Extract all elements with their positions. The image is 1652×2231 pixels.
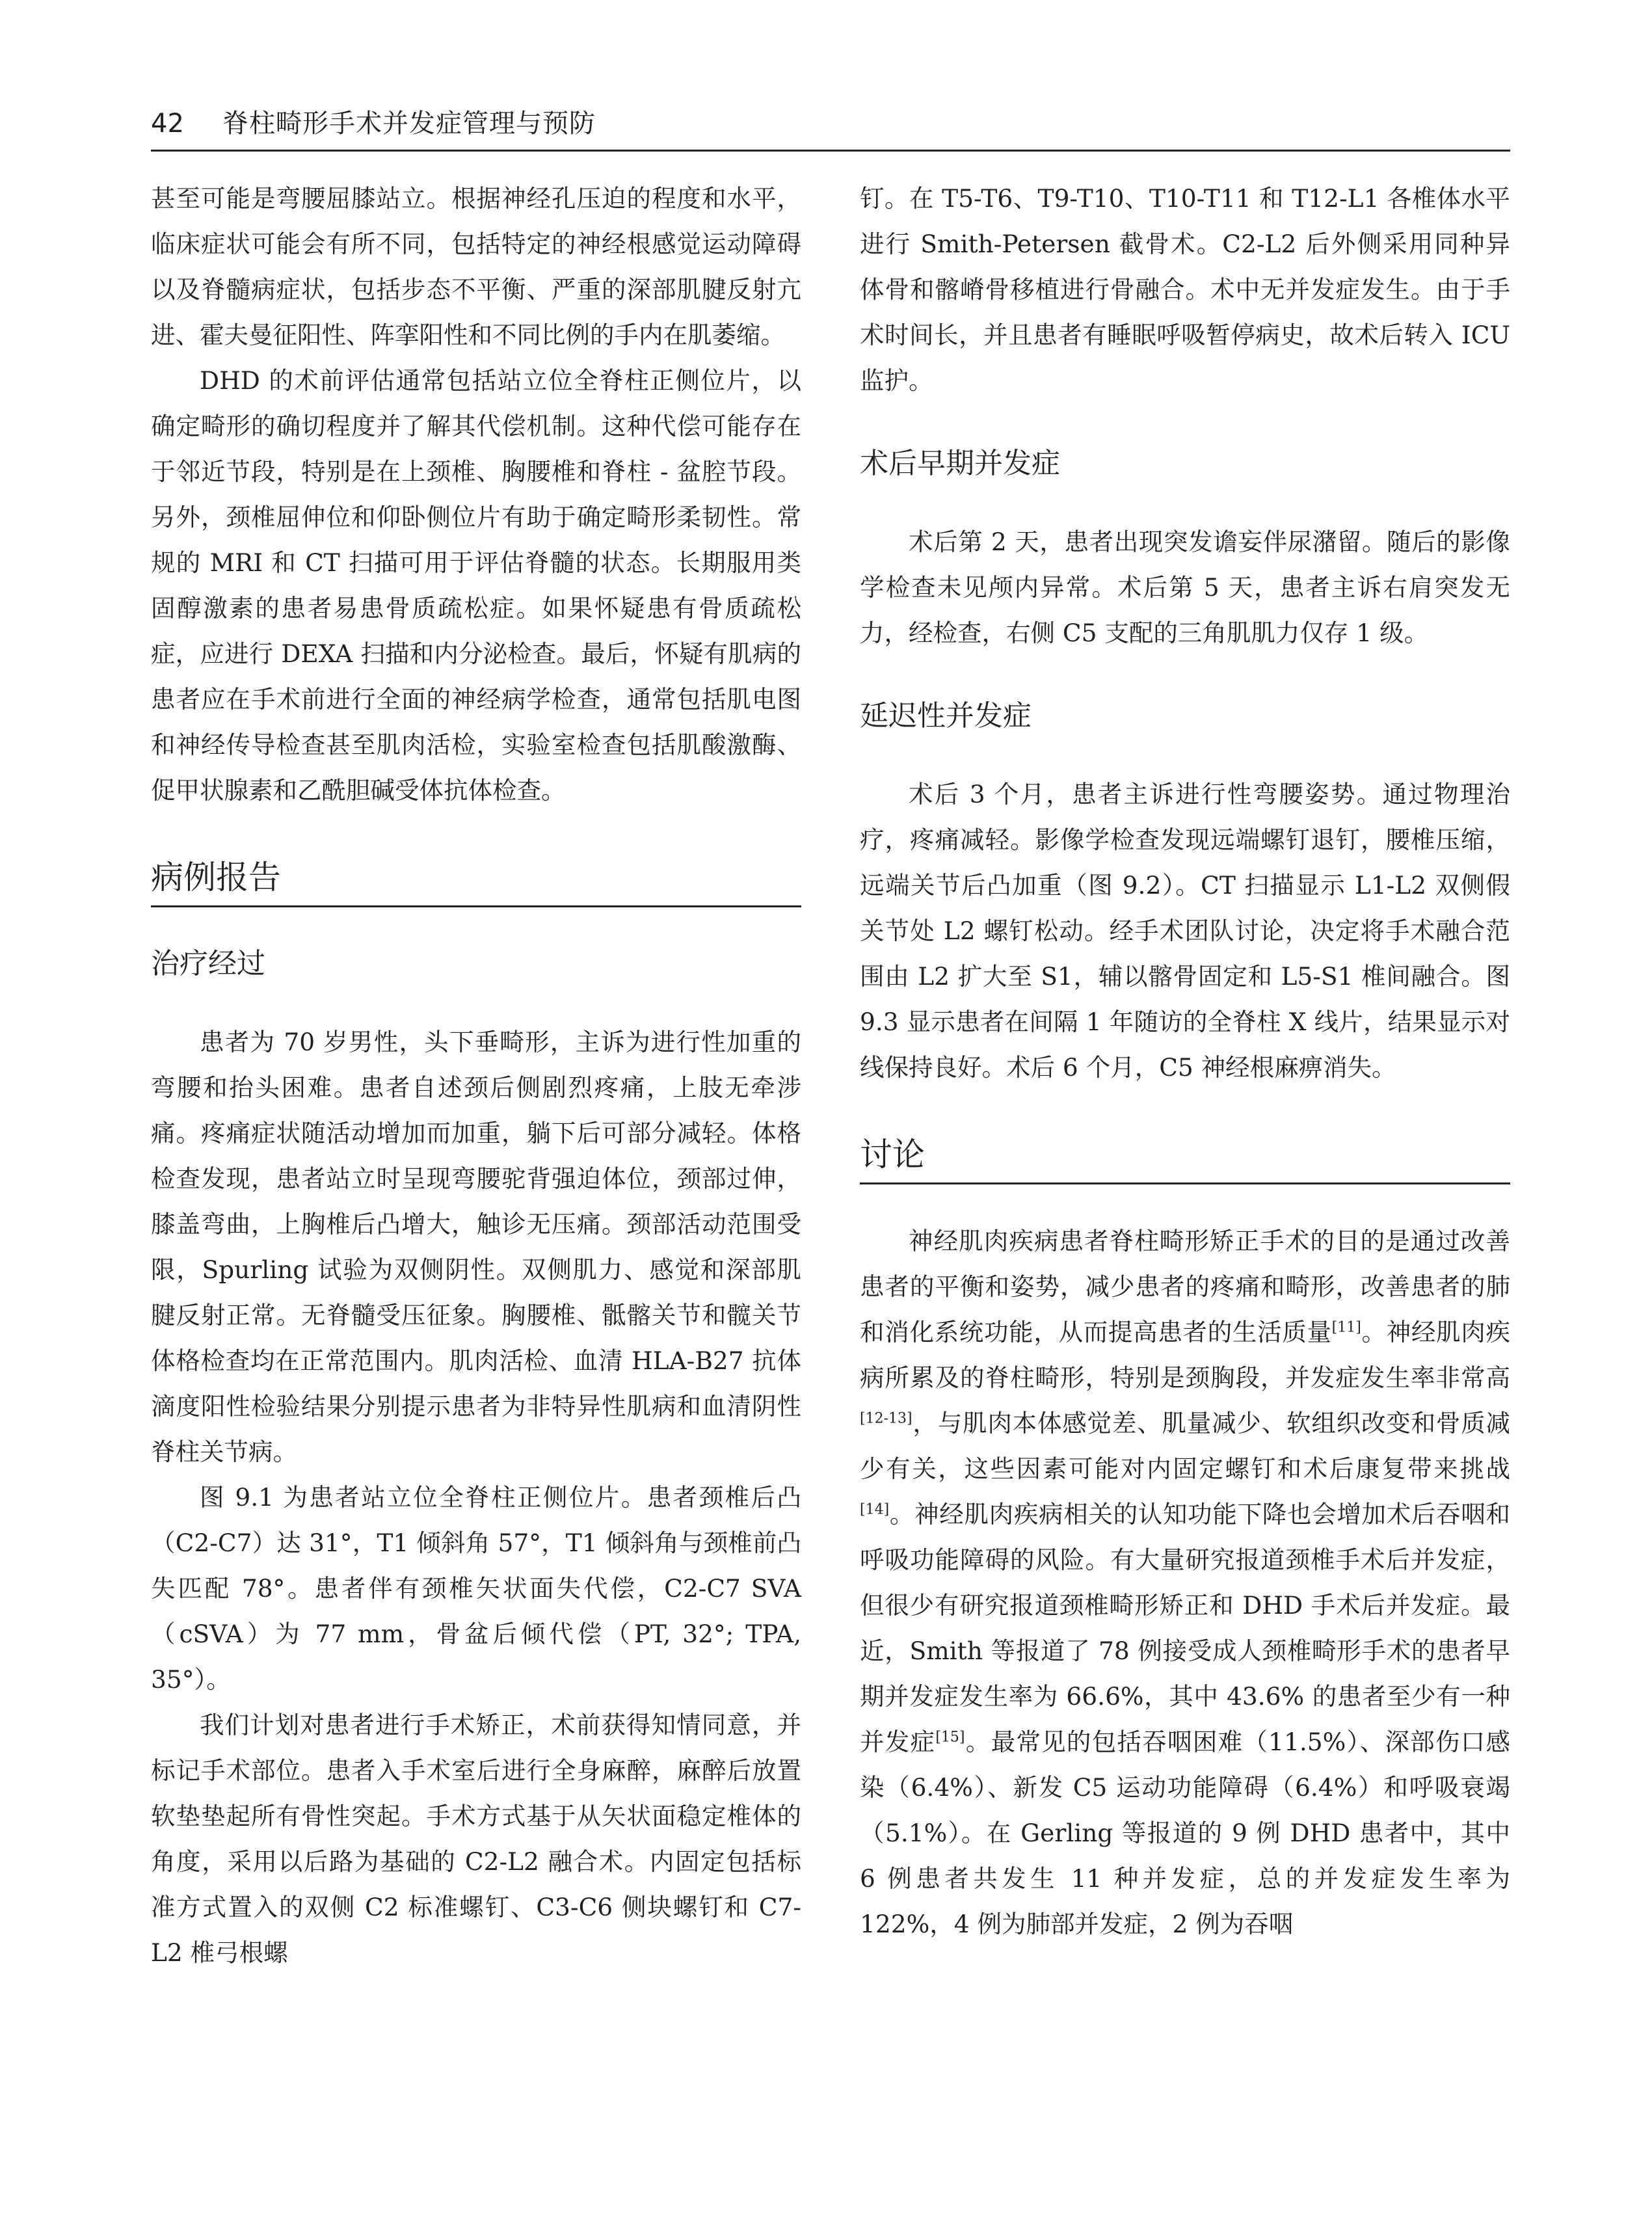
citation-12-13: [12-13] bbox=[860, 1410, 913, 1427]
right-column bbox=[860, 176, 1510, 1947]
paragraph-patient-history: 患者为 70 岁男性，头下垂畸形，主诉为进行性加重的弯腰和抬头困难。患者自述颈后侧剧烈疼痛，上肢无牵涉痛。疼痛症状随活动增加而加重，躺下后可部分减轻。体格检查发现，患者站立时呈现弯腰驼背强迫体位，颈部过伸，膝盖弯曲，上胸椎后凸增大，触诊无压痛。颈部活动范围受限，Spurling 试验为双侧阴性。双侧肌力、感觉和深部肌腱反射正常。无脊髓受压征象。胸腰椎、骶髂关节和髋关节体格检查均在正常范围内。肌肉活检、血清 HLA-B27 抗体滴度阳性检验结果分别提示患者为非特异性肌病和血清阴性脊柱关节病。 bbox=[151, 1028, 801, 1466]
paragraph-surgical-plan: 我们计划对患者进行手术矫正，术前获得知情同意，并标记手术部位。患者入手术室后进行全身麻醉，麻醉后放置软垫垫起所有骨性突起。手术方式基于从矢状面稳定椎体的角度，采用以后路为基础的 C2-L2 融合术。内固定包括标准方式置入的双侧 C2 标准螺钉、C3-C6 侧块螺钉和 C7-L2 椎弓根螺 bbox=[151, 1711, 801, 1967]
book-title: 脊柱畸形手术并发症管理与预防 bbox=[222, 109, 596, 139]
discussion-text-2: 。神经肌肉疾病所累及的脊柱畸形，特别是颈胸段，并发症发生率非常高 bbox=[860, 1318, 1511, 1392]
paragraph-osteotomy: 钉。在 T5-T6、T9-T10、T10-T11 和 T12-L1 各椎体水平进行 Smith-Petersen 截骨术。C2-L2 后外侧采用同种异体骨和髂嵴骨移植进行骨融合。术中无并发症发生。由于手术时间长，并且患者有睡眠呼吸暂停病史，故术后转入 ICU 监护。 bbox=[860, 184, 1510, 395]
paragraph-early-complications: 术后第 2 天，患者出现突发谵妄伴尿潴留。随后的影像学检查未见颅内异常。术后第 5 天，患者主诉右肩突发无力，经检查，右侧 C5 支配的三角肌肌力仅存 1 级。 bbox=[860, 528, 1510, 647]
discussion-text-1: 神经肌肉疾病患者脊柱畸形矫正手术的目的是通过改善患者的平衡和姿势，减少患者的疼痛和畸形，改善患者的肺和消化系统功能，从而提高患者的生活质量 bbox=[860, 1227, 1510, 1346]
left-column bbox=[151, 176, 801, 1975]
section-heading-case-report: 病例报告 bbox=[151, 855, 801, 907]
paragraph-figure-9-1: 图 9.1 为患者站立位全脊柱正侧位片。患者颈椎后凸（C2-C7）达 31°，T1 倾斜角 57°，T1 倾斜角与颈椎前凸失匹配 78°。患者伴有颈椎矢状面失代偿，C2-C7 SVA（cSVA）为 77 mm，骨盆后倾代偿（PT, 32°; TPA, 35°）。 bbox=[151, 1483, 801, 1694]
discussion-text-4: 。神经肌肉疾病相关的认知功能下降也会增加术后吞咽和呼吸功能障碍的风险。有大量研究报道颈椎手术后并发症，但很少有研究报道颈椎畸形矫正和 DHD 手术后并发症。最近，Smith 等报道了 78 例接受成人颈椎畸形手术的患者早期并发症发生率为 66.6%，其中 43.6% 的患者至少有一种并发症 bbox=[860, 1500, 1510, 1756]
citation-15: [15] bbox=[935, 1729, 965, 1746]
subsection-heading-early-complications: 术后早期并发症 bbox=[860, 447, 1060, 480]
paragraph-discussion bbox=[860, 1218, 1510, 1947]
subsection-heading-delayed-complications: 延迟性并发症 bbox=[860, 699, 1032, 732]
paragraph-continued-symptoms: 甚至可能是弯腰屈膝站立。根据神经孔压迫的程度和水平，临床症状可能会有所不同，包括特定的神经根感觉运动障碍以及脊髓病症状，包括步态不平衡、严重的深部肌腱反射亢进、霍夫曼征阳性、阵挛阳性和不同比例的手内在肌萎缩。 bbox=[151, 184, 801, 349]
running-header bbox=[151, 98, 1510, 152]
paragraph-delayed-complications: 术后 3 个月，患者主诉进行性弯腰姿势。通过物理治疗，疼痛减轻。影像学检查发现远端螺钉退钉，腰椎压缩，远端关节后凸加重（图 9.2）。CT 扫描显示 L1-L2 双侧假关节处 L2 螺钉松动。经手术团队讨论，决定将手术融合范围由 L2 扩大至 S1，辅以髂骨固定和 L5-S1 椎间融合。图 9.3 显示患者在间隔 1 年随访的全脊柱 X 线片，结果显示对线保持良好。术后 6 个月，C5 神经根麻痹消失。 bbox=[860, 780, 1510, 1082]
discussion-text-5: 。最常见的包括吞咽困难（11.5%）、深部伤口感染（6.4%）、新发 C5 运动功能障碍（6.4%）和呼吸衰竭（5.1%）。在 Gerling 等报道的 9 例 DHD 患者中，其中 6 例患者共发生 11 种并发症，总的并发症发生率为 122%，4 例为肺部并发症，2 例为吞咽 bbox=[860, 1728, 1510, 1938]
section-heading-discussion: 讨论 bbox=[860, 1132, 1510, 1184]
page-number: 42 bbox=[151, 109, 184, 139]
citation-14: [14] bbox=[860, 1501, 890, 1518]
citation-11: [11] bbox=[1331, 1319, 1361, 1336]
subsection-heading-treatment: 治疗经过 bbox=[151, 947, 265, 980]
discussion-text-3: ，与肌肉本体感觉差、肌量减少、软组织改变和骨质减少有关，这些因素可能对内固定螺钉和术后康复带来挑战 bbox=[860, 1409, 1510, 1483]
paragraph-preoperative-evaluation: DHD 的术前评估通常包括站立位全脊柱正侧位片，以确定畸形的确切程度并了解其代偿机制。这种代偿可能存在于邻近节段，特别是在上颈椎、胸腰椎和脊柱 - 盆腔节段。另外，颈椎屈伸位和仰卧侧位片有助于确定畸形柔韧性。常规的 MRI 和 CT 扫描可用于评估脊髓的状态。长期服用类固醇激素的患者易患骨质疏松症。如果怀疑患有骨质疏松症，应进行 DEXA 扫描和内分泌检查。最后，怀疑有肌病的患者应在手术前进行全面的神经病学检查，通常包括肌电图和神经传导检查甚至肌肉活检，实验室检查包括肌酸激酶、促甲状腺素和乙酰胆碱受体抗体检查。 bbox=[151, 366, 801, 805]
